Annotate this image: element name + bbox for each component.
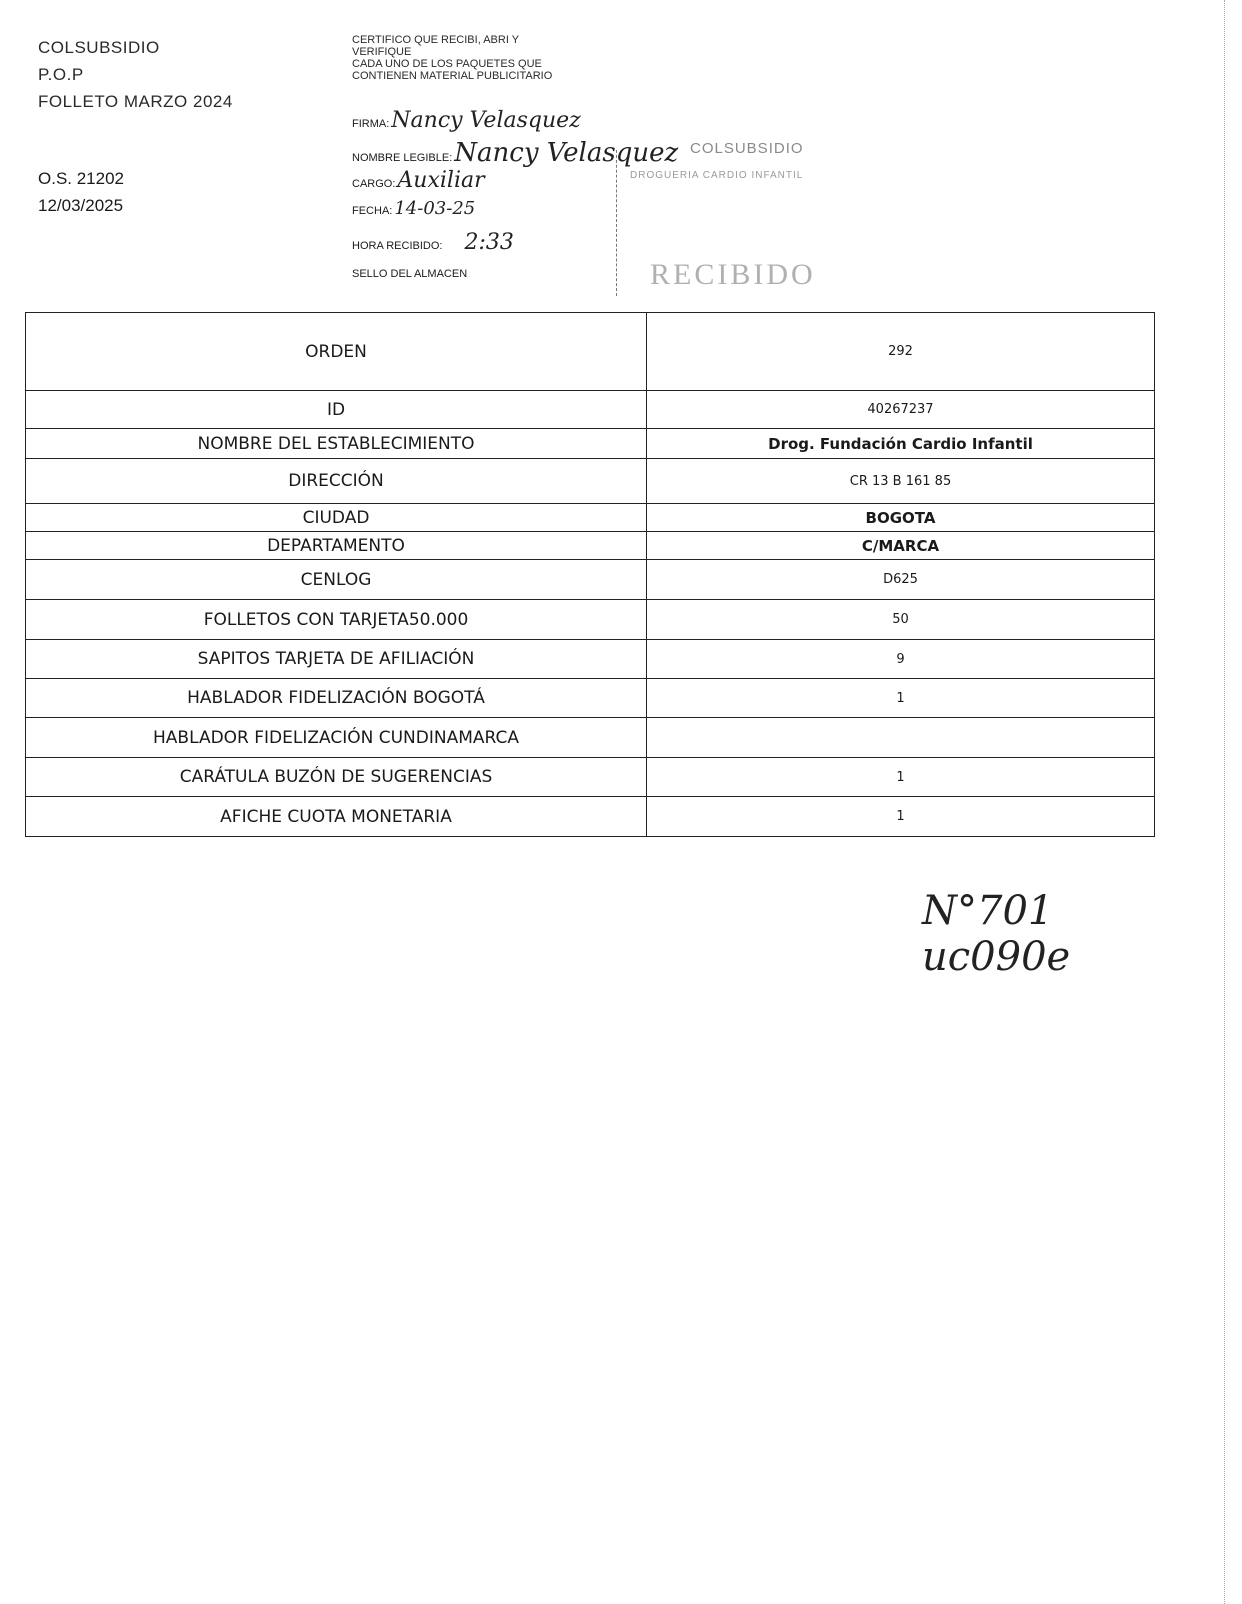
- row-value: C/MARCA: [647, 532, 1155, 560]
- fecha-label: FECHA:: [352, 205, 393, 217]
- row-label: AFICHE CUOTA MONETARIA: [26, 797, 647, 837]
- row-value: 292: [647, 313, 1155, 391]
- table-row: [26, 313, 1155, 391]
- hora-label: HORA RECIBIDO:: [352, 240, 443, 252]
- delivery-table: [25, 312, 1155, 837]
- row-label: ORDEN: [26, 313, 647, 391]
- row-value: 1: [647, 679, 1155, 718]
- stamp-subline: DROGUERIA CARDIO INFANTIL: [630, 170, 804, 181]
- table-row: [26, 532, 1155, 560]
- handwritten-note: [922, 888, 1070, 980]
- row-label: CENLOG: [26, 560, 647, 600]
- header-block: [38, 34, 233, 115]
- row-label: CIUDAD: [26, 504, 647, 532]
- os-number: O.S. 21202: [38, 169, 125, 188]
- table-row: [26, 718, 1155, 758]
- fecha-value: 14-03-25: [394, 198, 476, 219]
- campaign-name: FOLLETO MARZO 2024: [38, 92, 233, 111]
- fecha-field: [352, 198, 475, 219]
- table-row: [26, 560, 1155, 600]
- row-label: HABLADOR FIDELIZACIÓN CUNDINAMARCA: [26, 718, 647, 758]
- stamp-border: [616, 150, 618, 296]
- row-value: [647, 718, 1155, 758]
- table-row: [26, 391, 1155, 429]
- row-value: 40267237: [647, 391, 1155, 429]
- sello-field: [352, 268, 467, 280]
- cargo-label: CARGO:: [352, 178, 396, 190]
- nombre-field: [352, 138, 678, 168]
- note-line: N°701: [922, 888, 1054, 934]
- table-row: [26, 600, 1155, 640]
- row-label: DIRECCIÓN: [26, 459, 647, 504]
- table-row: [26, 679, 1155, 718]
- hora-value: 2:33: [464, 230, 514, 255]
- row-value: 50: [647, 600, 1155, 640]
- row-value: Drog. Fundación Cardio Infantil: [647, 429, 1155, 459]
- company-name: COLSUBSIDIO: [38, 38, 160, 57]
- nombre-label: NOMBRE LEGIBLE:: [352, 152, 453, 164]
- row-value: BOGOTA: [647, 504, 1155, 532]
- row-value: 1: [647, 797, 1155, 837]
- table-row: [26, 459, 1155, 504]
- row-value: CR 13 B 161 85: [647, 459, 1155, 504]
- row-label: ID: [26, 391, 647, 429]
- row-label: DEPARTAMENTO: [26, 532, 647, 560]
- order-date: 12/03/2025: [38, 196, 124, 215]
- stamp-recibido: RECIBIDO: [650, 258, 816, 291]
- department: P.O.P: [38, 65, 84, 84]
- table-row: [26, 504, 1155, 532]
- cargo-value: Auxiliar: [397, 168, 485, 193]
- table-row: [26, 758, 1155, 797]
- firma-label: FIRMA:: [352, 118, 390, 130]
- row-value: D625: [647, 560, 1155, 600]
- row-label: CARÁTULA BUZÓN DE SUGERENCIAS: [26, 758, 647, 797]
- sello-label: SELLO DEL ALMACEN: [352, 268, 468, 280]
- cargo-field: [352, 168, 485, 193]
- cert-line: CADA UNO DE LOS PAQUETES QUE: [352, 58, 542, 70]
- certification-text: [352, 34, 552, 82]
- cert-line: CERTIFICO QUE RECIBI, ABRI Y: [352, 34, 520, 46]
- cert-line: CONTIENEN MATERIAL PUBLICITARIO: [352, 70, 553, 82]
- nombre-value: Nancy Velasquez: [454, 138, 679, 168]
- note-line: uc090e: [922, 934, 1071, 980]
- stamp-name: COLSUBSIDIO: [690, 140, 804, 157]
- table-row: [26, 640, 1155, 679]
- scan-edge: [1224, 0, 1226, 1604]
- row-value: 1: [647, 758, 1155, 797]
- hora-field: [352, 230, 514, 255]
- table-row: [26, 797, 1155, 837]
- table-row: [26, 429, 1155, 459]
- cert-line: VERIFIQUE: [352, 46, 412, 58]
- row-label: HABLADOR FIDELIZACIÓN BOGOTÁ: [26, 679, 647, 718]
- order-block: [38, 165, 124, 219]
- firma-signature: Nancy Velasquez: [391, 108, 581, 133]
- row-label: FOLLETOS CON TARJETA50.000: [26, 600, 647, 640]
- row-value: 9: [647, 640, 1155, 679]
- row-label: NOMBRE DEL ESTABLECIMIENTO: [26, 429, 647, 459]
- row-label: SAPITOS TARJETA DE AFILIACIÓN: [26, 640, 647, 679]
- firma-field: [352, 108, 581, 133]
